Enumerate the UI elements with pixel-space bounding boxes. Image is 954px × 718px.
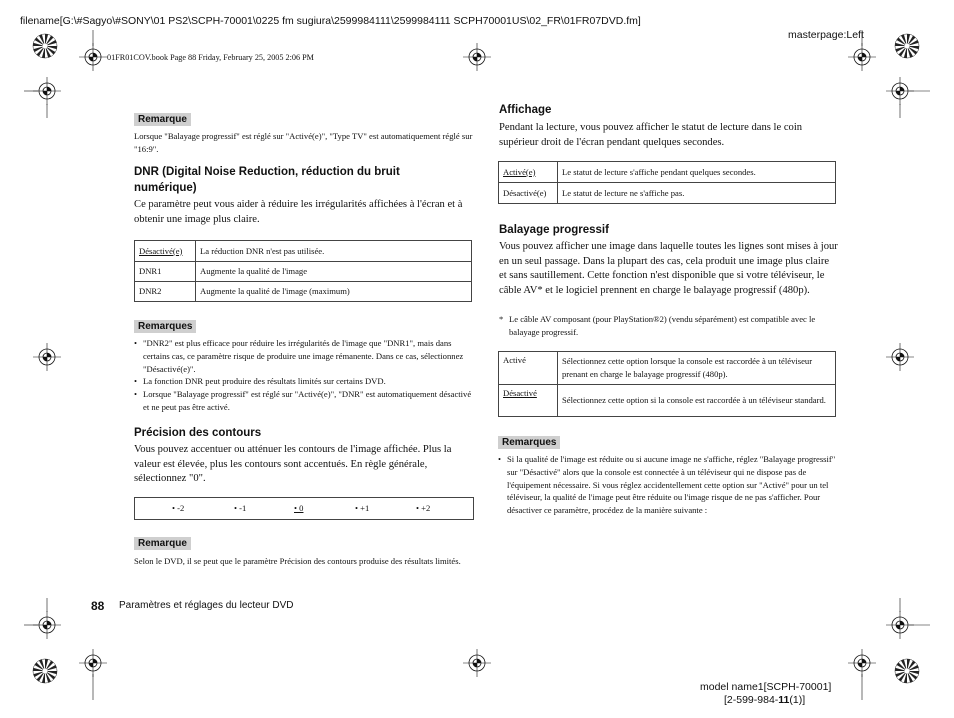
table-row — [499, 352, 836, 385]
contours-options-bar — [134, 497, 474, 520]
section-title: Paramètres et réglages du lecteur DVD — [119, 600, 294, 611]
balayage-table — [498, 351, 836, 417]
registration-mark — [79, 649, 107, 677]
table-row — [135, 262, 472, 282]
dnr-table — [134, 240, 472, 302]
dnr-heading: DNR (Digital Noise Reduction, réduction du bruit numérique) — [134, 166, 400, 194]
balayage-footnote — [499, 313, 839, 339]
contours-option: • +1 — [355, 503, 370, 513]
registration-mark — [33, 77, 61, 105]
dnr-option: DNR1 — [135, 262, 196, 282]
masterpage-label: masterpage:Left — [788, 29, 864, 41]
table-row — [499, 162, 836, 183]
contours-option: • -2 — [172, 503, 185, 513]
book-stamp: 01FR01COV.book Page 88 Friday, February 25, 2005 2:06 PM — [107, 53, 314, 62]
balayage-option: Activé — [499, 352, 558, 385]
affichage-intro: Pendant la lecture, vous pouvez afficher le statut de lecture dans le coin supérieur droit de l'écran pendant quelques secondes. — [499, 122, 803, 148]
remarque-note-2 — [134, 533, 474, 568]
filename-line: filename[G:\#Sagyo\#SONY\01 PS2\SCPH-70001\0225 fm sugiura\2599984111\2599984111 SCPH70001US\02_FR\01FR07DVD.fm] — [20, 15, 641, 27]
contours-heading: Précision des contours — [134, 427, 262, 439]
registration-mark — [848, 43, 876, 71]
dnr-intro: Ce paramètre peut vous aider à réduire les irrégularités affichées à l'écran et à obtenir une image plus claire. — [134, 199, 463, 225]
dnr-desc: Augmente la qualité de l'image (maximum) — [196, 282, 472, 302]
list-item: • Si la qualité de l'image est réduite ou si aucune image ne s'affiche, réglez "Balayage progressif" sur "Désactivé" alors que la console est connectée à un téléviseur qui ne dispose pas de l'équipement nécessaire. Si vous réglez accidentellement cette option sur "Activé" pour un tel téléviseur, la qualité de l'image peut être réduite ou l'image risque de ne pas s'afficher. Pour désactiver ce paramètre, procédez de la manière suivante : — [498, 453, 840, 517]
remarques-list — [134, 337, 474, 414]
table-row — [135, 282, 472, 302]
list-item: • "DNR2" est plus efficace pour réduire les irrégularités de l'image que "DNR1", mais dans certains cas, ce paramètre risque de produire une image rémanente. Dans ce cas, sélectionnez "Désactivé(e)". — [134, 337, 474, 375]
registration-mark — [33, 343, 61, 371]
part-code-prefix: [2-599-984- — [724, 694, 779, 706]
remarques-note-right — [498, 432, 840, 517]
footnote-text: Le câble AV composant (pour PlayStation®2) (vendu séparément) est compatible avec le balayage progressif. — [509, 314, 816, 337]
registration-mark — [79, 43, 107, 71]
starburst-mark — [33, 659, 57, 683]
registration-mark — [463, 649, 491, 677]
affichage-desc: Le statut de lecture s'affiche pendant quelques secondes. — [558, 162, 836, 183]
table-row — [499, 385, 836, 417]
contours-option: • -1 — [234, 503, 247, 513]
dnr-desc: La réduction DNR n'est pas utilisée. — [196, 241, 472, 262]
remarque-text: Selon le DVD, il se peut que le paramètre Précision des contours produise des résultats limités. — [134, 556, 461, 566]
dnr-option: Désactivé(e) — [135, 241, 196, 262]
remarque-label: Remarque — [134, 113, 191, 126]
affichage-table — [498, 161, 836, 204]
list-item: • La fonction DNR peut produire des résultats limités sur certains DVD. — [134, 375, 474, 388]
balayage-desc: Sélectionnez cette option si la console est raccordée à un téléviseur standard. — [558, 385, 836, 417]
contours-option-selected: • 0 — [294, 503, 304, 513]
remarque-text: Lorsque "Balayage progressif" est réglé sur "Activé(e)", "Type TV" est automatiquement réglé sur "16:9". — [134, 131, 473, 154]
remarques-list — [498, 453, 840, 517]
balayage-option: Désactivé — [499, 385, 558, 417]
balayage-heading: Balayage progressif — [499, 224, 609, 236]
affichage-option: Activé(e) — [499, 162, 558, 183]
part-code — [724, 694, 805, 707]
dnr-option: DNR2 — [135, 282, 196, 302]
remarques-label: Remarques — [498, 436, 560, 449]
starburst-mark — [895, 34, 919, 58]
model-name: model name1[SCPH-70001] — [700, 681, 832, 693]
registration-mark — [33, 611, 61, 639]
registration-mark — [886, 343, 914, 371]
starburst-mark — [895, 659, 919, 683]
remarques-note-left — [134, 316, 474, 414]
part-code-bold: 11 — [778, 694, 790, 706]
list-item: • Lorsque "Balayage progressif" est réglé sur "Activé(e)", "DNR" est automatiquement désactivé et ne peut pas être activé. — [134, 388, 474, 414]
contours-intro: Vous pouvez accentuer ou atténuer les contours de l'image affichée. Plus la valeur est élevée, plus les contours sont accentués. En règle générale, sélectionnez "0". — [134, 444, 452, 485]
table-row — [135, 241, 472, 262]
remarque-note-1 — [134, 109, 474, 156]
remarques-label: Remarques — [134, 320, 196, 333]
registration-mark — [886, 77, 914, 105]
dnr-desc: Augmente la qualité de l'image — [196, 262, 472, 282]
affichage-desc: Le statut de lecture ne s'affiche pas. — [558, 183, 836, 204]
registration-mark — [463, 43, 491, 71]
table-row — [499, 183, 836, 204]
registration-mark — [848, 649, 876, 677]
page-number: 88 — [91, 599, 105, 613]
starburst-mark — [33, 34, 57, 58]
affichage-option: Désactivé(e) — [499, 183, 558, 204]
remarque-label: Remarque — [134, 537, 191, 550]
balayage-desc: Sélectionnez cette option lorsque la console est raccordée à un téléviseur prenant en charge le balayage progressif (480p). — [558, 352, 836, 385]
balayage-intro: Vous pouvez afficher une image dans laquelle toutes les lignes sont mises à jour en un seul passage. Dans la plupart des cas, cela produit une image plus claire et sans sautillement. Cette fonction n'est disponible que si votre téléviseur, le câble AV* et le logiciel prennent en charge le balayage progressif (480p). — [499, 241, 838, 296]
registration-mark — [886, 611, 914, 639]
part-code-suffix: (1)] — [789, 694, 806, 706]
affichage-heading: Affichage — [499, 104, 552, 116]
footnote-asterisk: * — [499, 314, 504, 324]
contours-option: • +2 — [416, 503, 431, 513]
